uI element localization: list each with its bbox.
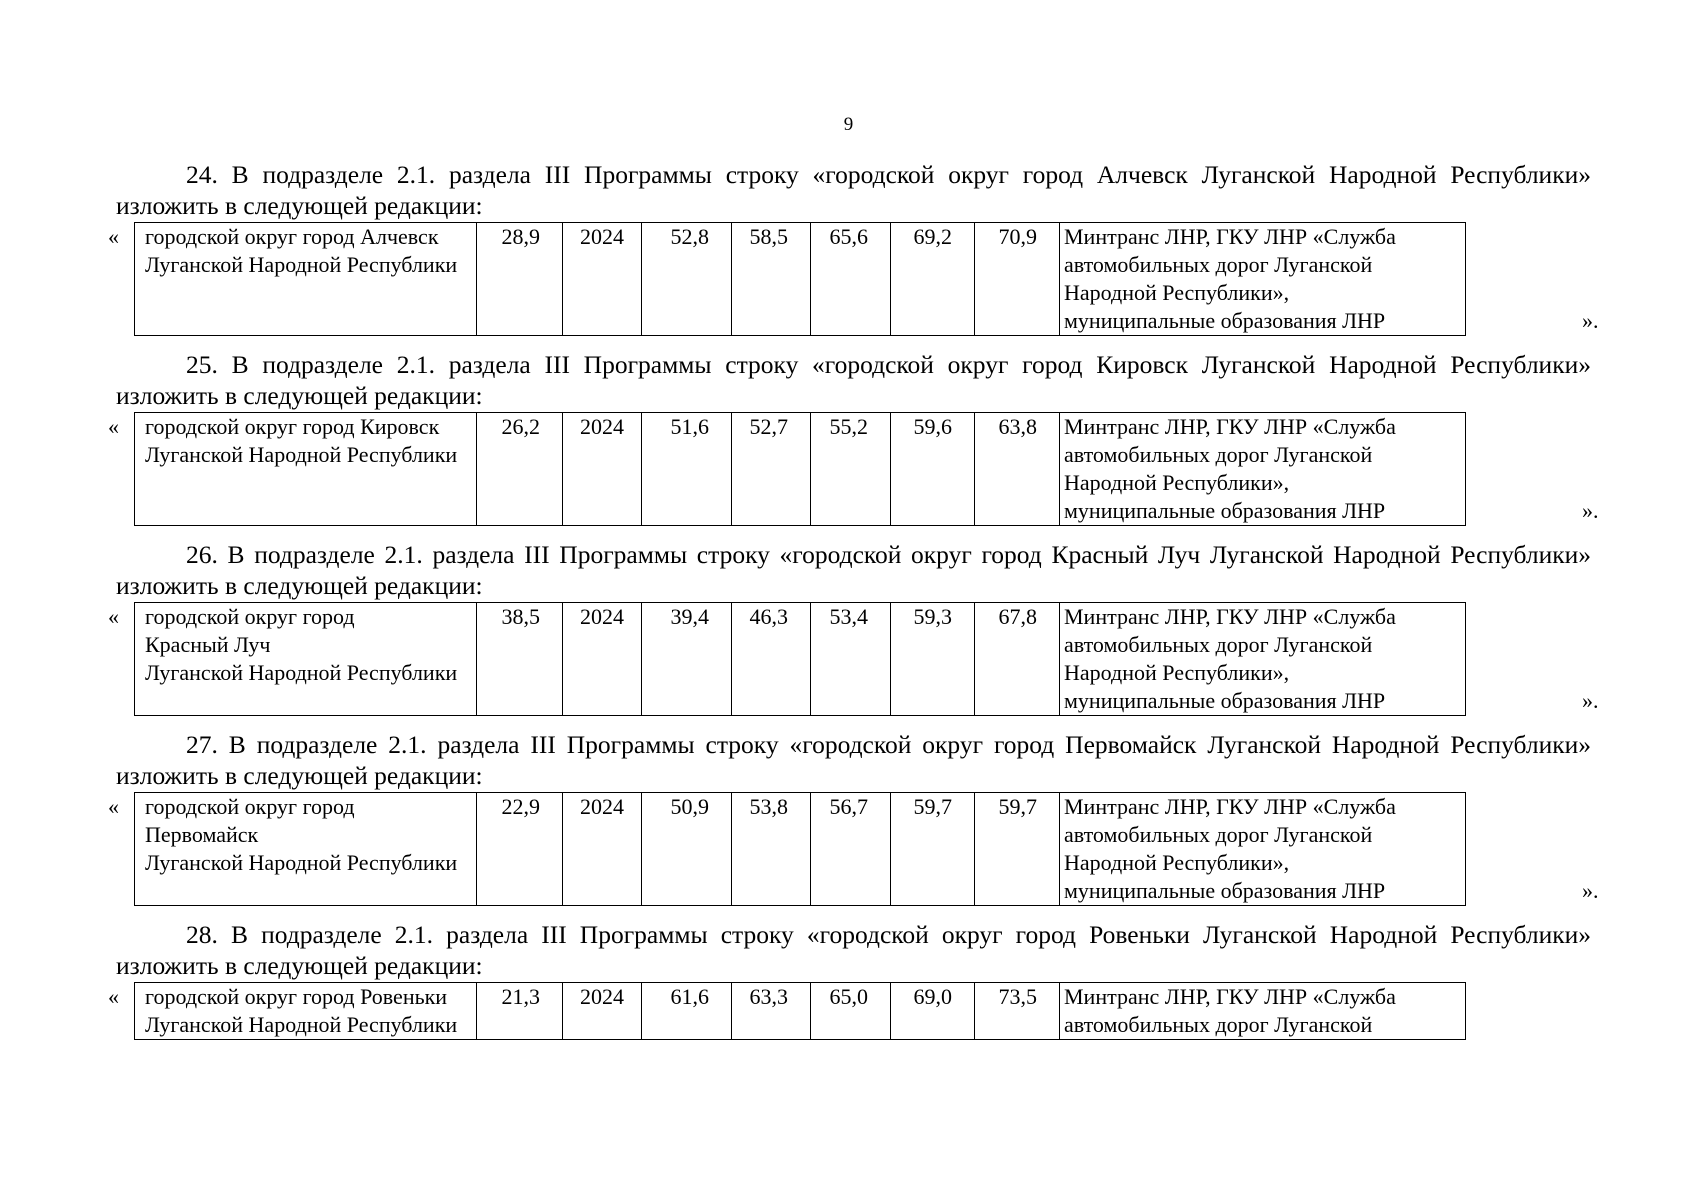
value-cell: 26,2: [477, 413, 563, 526]
amendment-table-wrap: [108, 222, 1599, 336]
value-cell: 50,9: [642, 793, 732, 906]
paragraph-text: В подразделе 2.1. раздела III Программы строку «городской округ город Красный Луч Луганской Народной Республики» изложить в следующей редакции:: [116, 540, 1591, 600]
opening-quote: «: [108, 604, 119, 629]
responsible-cell: Минтранс ЛНР, ГКУ ЛНР «Служба автомобильных дорог Луганской Народной Республики», муниципальные образования ЛНР: [1060, 793, 1466, 906]
value-cell: 67,8: [975, 603, 1060, 716]
amendment-28: [108, 919, 1591, 1040]
opening-quote: «: [108, 794, 119, 819]
value-cell: 53,4: [811, 603, 891, 716]
opening-quote: «: [108, 224, 119, 249]
value-cell: 59,6: [891, 413, 975, 526]
value-cell: 53,8: [732, 793, 811, 906]
table-row: [135, 793, 1466, 906]
amendment-27: [108, 729, 1599, 906]
value-cell: 61,6: [642, 983, 732, 1040]
value-cell: 59,7: [891, 793, 975, 906]
table-row: [135, 223, 1466, 336]
value-cell: 58,5: [732, 223, 811, 336]
value-cell: 63,3: [732, 983, 811, 1040]
year-cell: 2024: [563, 223, 642, 336]
page-number: 9: [843, 114, 854, 135]
value-cell: 38,5: [477, 603, 563, 716]
value-cell: 59,7: [975, 793, 1060, 906]
value-cell: 52,8: [642, 223, 732, 336]
closing-quote: ».: [1582, 308, 1599, 333]
amendment-table: [134, 982, 1466, 1040]
closing-quote: ».: [1582, 498, 1599, 523]
value-cell: 65,0: [811, 983, 891, 1040]
value-cell: 51,6: [642, 413, 732, 526]
value-cell: 56,7: [811, 793, 891, 906]
value-cell: 52,7: [732, 413, 811, 526]
closing-quote: ».: [1582, 878, 1599, 903]
year-cell: 2024: [563, 413, 642, 526]
municipality-cell: городской округ город Кировск Луганской Народной Республики: [135, 413, 477, 526]
opening-quote: «: [108, 984, 119, 1009]
amendment-25: [108, 349, 1599, 526]
amendment-table-wrap: [108, 412, 1599, 526]
value-cell: 65,6: [811, 223, 891, 336]
item-number: 27.: [186, 730, 218, 759]
paragraph-text: В подразделе 2.1. раздела III Программы строку «городской округ город Кировск Луганской Народной Республики» изложить в следующей редакции:: [116, 350, 1591, 410]
responsible-cell: Минтранс ЛНР, ГКУ ЛНР «Служба автомобильных дорог Луганской Народной Республики», муниципальные образования ЛНР: [1060, 223, 1466, 336]
value-cell: 69,2: [891, 223, 975, 336]
amendment-table-wrap: [108, 982, 1591, 1040]
amendment-table-wrap: [108, 602, 1599, 716]
value-cell: 28,9: [477, 223, 563, 336]
amendment-paragraph: [116, 159, 1591, 221]
table-row: [135, 983, 1466, 1040]
amendment-paragraph: [116, 729, 1591, 791]
amendment-table-wrap: [108, 792, 1599, 906]
amendment-26: [108, 539, 1599, 716]
amendment-table: [134, 602, 1466, 716]
responsible-cell: Минтранс ЛНР, ГКУ ЛНР «Служба автомобильных дорог Луганской: [1060, 983, 1466, 1040]
amendment-paragraph: [116, 539, 1591, 601]
paragraph-text: В подразделе 2.1. раздела III Программы строку «городской округ город Ровеньки Луганской Народной Республики» изложить в следующей редакции:: [116, 920, 1591, 980]
year-cell: 2024: [563, 983, 642, 1040]
closing-quote: ».: [1582, 688, 1599, 713]
value-cell: 70,9: [975, 223, 1060, 336]
value-cell: 73,5: [975, 983, 1060, 1040]
municipality-cell: городской округ город Первомайск Луганской Народной Республики: [135, 793, 477, 906]
municipality-cell: городской округ город Красный Луч Луганской Народной Республики: [135, 603, 477, 716]
amendment-paragraph: [116, 349, 1591, 411]
responsible-cell: Минтранс ЛНР, ГКУ ЛНР «Служба автомобильных дорог Луганской Народной Республики», муниципальные образования ЛНР: [1060, 413, 1466, 526]
year-cell: 2024: [563, 793, 642, 906]
value-cell: 69,0: [891, 983, 975, 1040]
amendment-table: [134, 412, 1466, 526]
paragraph-text: В подразделе 2.1. раздела III Программы строку «городской округ город Алчевск Луганской Народной Республики» изложить в следующей редакции:: [116, 160, 1591, 220]
responsible-cell: Минтранс ЛНР, ГКУ ЛНР «Служба автомобильных дорог Луганской Народной Республики», муниципальные образования ЛНР: [1060, 603, 1466, 716]
item-number: 26.: [186, 540, 218, 569]
paragraph-text: В подразделе 2.1. раздела III Программы строку «городской округ город Первомайск Луганской Народной Республики» изложить в следующей редакции:: [116, 730, 1592, 790]
item-number: 25.: [186, 350, 218, 379]
amendment-table: [134, 792, 1466, 906]
value-cell: 21,3: [477, 983, 563, 1040]
value-cell: 59,3: [891, 603, 975, 716]
table-row: [135, 413, 1466, 526]
item-number: 28.: [186, 920, 218, 949]
amendment-24: [108, 159, 1599, 336]
opening-quote: «: [108, 414, 119, 439]
municipality-cell: городской округ город Ровеньки Луганской Народной Республики: [135, 983, 477, 1040]
amendment-table: [134, 222, 1466, 336]
year-cell: 2024: [563, 603, 642, 716]
value-cell: 22,9: [477, 793, 563, 906]
value-cell: 55,2: [811, 413, 891, 526]
value-cell: 46,3: [732, 603, 811, 716]
value-cell: 39,4: [642, 603, 732, 716]
value-cell: 63,8: [975, 413, 1060, 526]
amendment-paragraph: [116, 919, 1591, 981]
item-number: 24.: [186, 160, 218, 189]
municipality-cell: городской округ город Алчевск Луганской Народной Республики: [135, 223, 477, 336]
table-row: [135, 603, 1466, 716]
